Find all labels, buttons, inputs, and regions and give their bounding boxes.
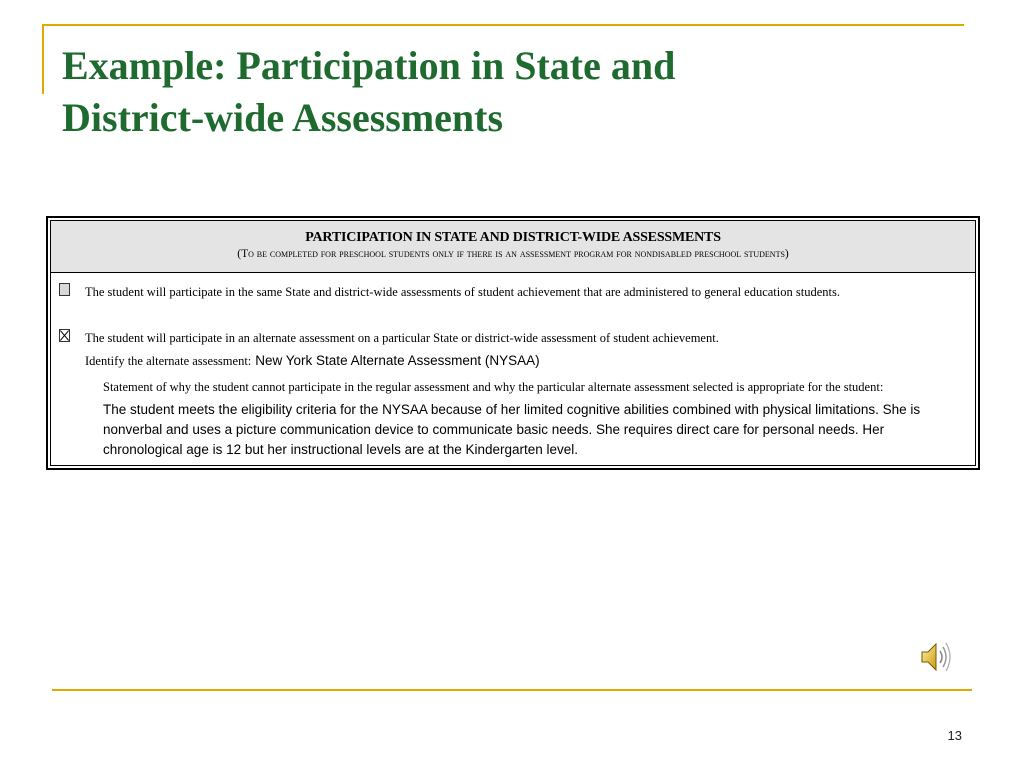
slide-title-line-2: District-wide Assessments: [62, 95, 504, 140]
statement-line: chronological age is 12 but her instructional levels are at the Kindergarten level.: [103, 442, 579, 457]
regular-assessment-checkbox[interactable]: [59, 283, 70, 296]
page-number: 13: [947, 728, 962, 743]
form-header: [51, 221, 975, 273]
statement-label: Statement of why the student cannot participate in the regular assessment and why the particular alternate assessment selected is appropriate for the student:: [103, 380, 884, 394]
slide-title-line-1: Example: Participation in State and: [62, 43, 676, 88]
statement-line: nonverbal and uses a picture communication device to communicate basic needs. She requires direct care for personal needs. Her: [103, 422, 885, 437]
form-header-title: PARTICIPATION IN STATE AND DISTRICT-WIDE ASSESSMENTS: [305, 230, 721, 245]
identify-assessment-row: [85, 353, 540, 369]
statement-text[interactable]: [103, 400, 973, 460]
statement-line: The student meets the eligibility criteria for the NYSAA because of her limited cognitive abilities combined with physical limitations. She is: [103, 402, 921, 417]
slide-top-rule: [42, 24, 964, 26]
speaker-icon[interactable]: [918, 640, 954, 674]
form-header-subtitle: (To be completed for preschool students only if there is an assessment program for nondisabled preschool students): [237, 248, 789, 260]
alternate-assessment-checkbox[interactable]: [59, 329, 70, 342]
slide-left-rule: [42, 24, 44, 94]
identify-assessment-label: Identify the alternate assessment:: [85, 354, 252, 368]
alternate-assessment-label: The student will participate in an alternate assessment on a particular State or district-wide assessment of student achievement.: [85, 331, 719, 345]
identify-assessment-value[interactable]: New York State Alternate Assessment (NYSAA): [255, 353, 540, 368]
regular-assessment-label: The student will participate in the same State and district-wide assessments of student achievement that are administered to general education students.: [85, 285, 840, 299]
slide-title: [62, 40, 962, 144]
slide-bottom-rule: [52, 689, 972, 691]
assessment-form-inner: [50, 220, 976, 466]
assessment-form: [46, 216, 980, 470]
